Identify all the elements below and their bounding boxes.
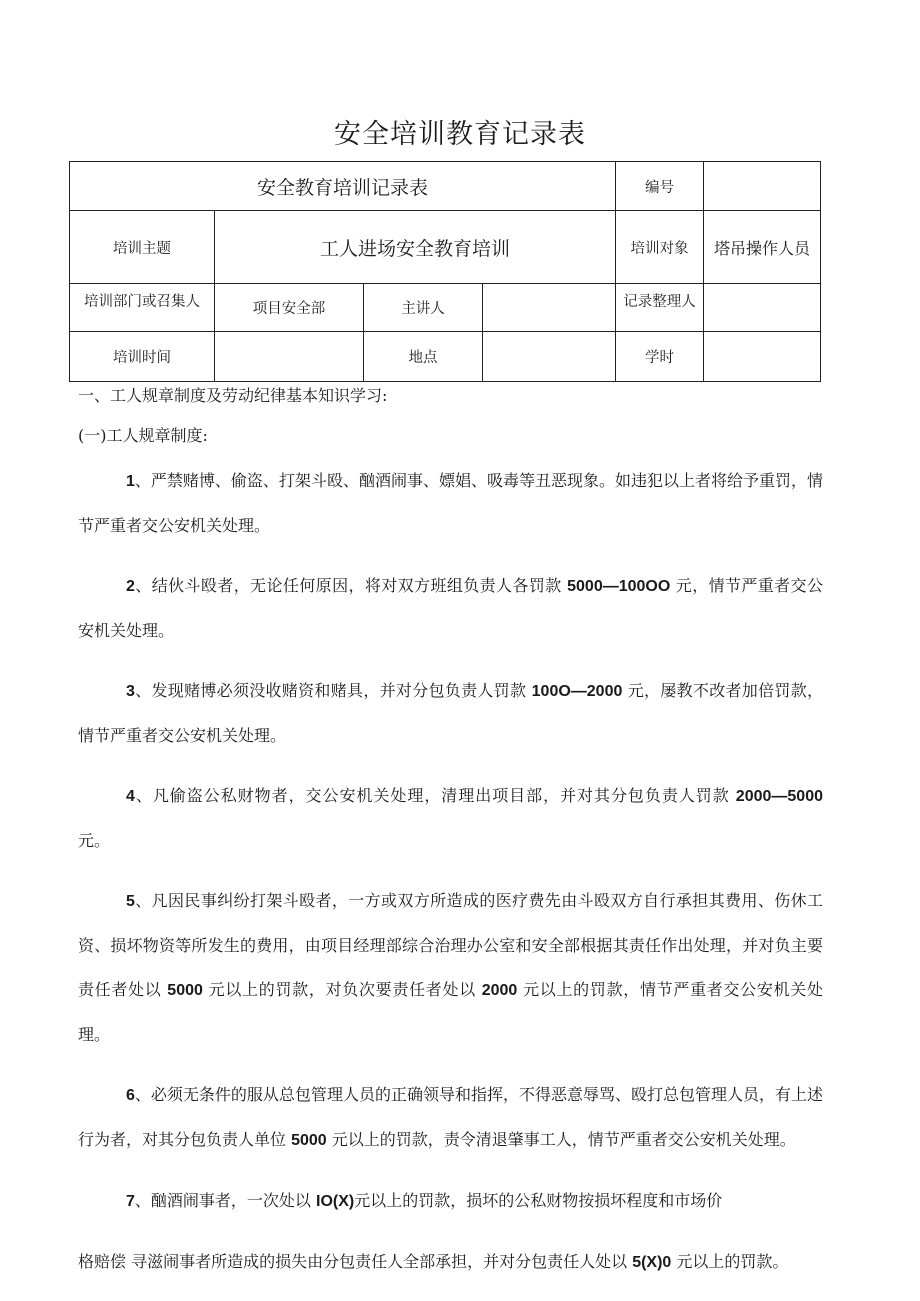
place-value <box>483 332 616 382</box>
document-body <box>78 383 823 1301</box>
dept-label: 培训部门或召集人 <box>70 284 215 332</box>
document-title: 安全培训教育记录表 <box>334 119 586 150</box>
recorder-value <box>704 284 821 332</box>
speaker-label: 主讲人 <box>364 284 483 332</box>
rule-item: 1、严禁赌博、偷盗、打架斗殴、酗酒闹事、嫖娼、吸毒等丑恶现象。如违犯以上者将给予重罚，情节严重者交公安机关处理。 <box>78 471 823 535</box>
rule-item: 6、必须无条件的服从总包管理人员的正确领导和指挥，不得恶意辱骂、殴打总包管理人员，有上述行为者，对其分包负责人单位 5000 元以上的罚款，责令清退肇事工人，情节严重者交公安机关处理。 <box>78 1085 823 1149</box>
number-label: 编号 <box>616 162 704 211</box>
audience-value: 塔吊操作人员 <box>704 211 821 284</box>
topic-value: 工人进场安全教育培训 <box>215 211 616 284</box>
time-label: 培训时间 <box>70 332 215 382</box>
rule-item: 4、凡偷盗公私财物者，交公安机关处理，清理出项目部，并对其分包负责人罚款 2000—5000 元。 <box>78 786 823 850</box>
audience-label: 培训对象 <box>616 211 704 284</box>
speaker-value <box>483 284 616 332</box>
section-heading: 一、工人规章制度及劳动纪律基本知识学习: <box>78 386 388 405</box>
number-value <box>704 162 821 211</box>
time-value <box>215 332 364 382</box>
rule-item: 5、凡因民事纠纷打架斗殴者，一方或双方所造成的医疗费先由斗殴双方自行承担其费用、伤休工资、损坏物资等所发生的费用，由项目经理部综合治理办公室和安全部根据其责任作出处理，并对负主要责任者处以 5000 元以上的罚款，对负次要责任者处以 2000 元以上的罚款，情节严重者交公安机关处理。 <box>78 891 823 1044</box>
rule-continuation: 格赔偿 寻滋闹事者所造成的损失由分包责任人全部承担，并对分包责任人处以 5(X)0 元以上的罚款。 <box>78 1252 789 1271</box>
dept-value: 项目安全部 <box>215 284 364 332</box>
rule-item: 2、结伙斗殴者，无论任何原因，将对双方班组负责人各罚款 5000—100OO 元，情节严重者交公安机关处理。 <box>78 576 823 640</box>
hours-value <box>704 332 821 382</box>
topic-label: 培训主题 <box>70 211 215 284</box>
recorder-label: 记录整理人 <box>616 284 704 332</box>
rule-item: 7、酗酒闹事者，一次处以 IO(X)元以上的罚款，损坏的公私财物按损坏程度和市场价 <box>126 1191 723 1210</box>
subsection-heading: (一)工人规章制度: <box>78 426 208 445</box>
place-label: 地点 <box>364 332 483 382</box>
record-table-header: 安全教育培训记录表 <box>70 162 616 211</box>
rule-item: 3、发现赌博必须没收赌资和赌具，并对分包负责人罚款 100O—2000 元，屡教不改者加倍罚款，情节严重者交公安机关处理。 <box>78 681 823 745</box>
hours-label: 学时 <box>616 332 704 382</box>
training-record-table <box>69 161 821 382</box>
